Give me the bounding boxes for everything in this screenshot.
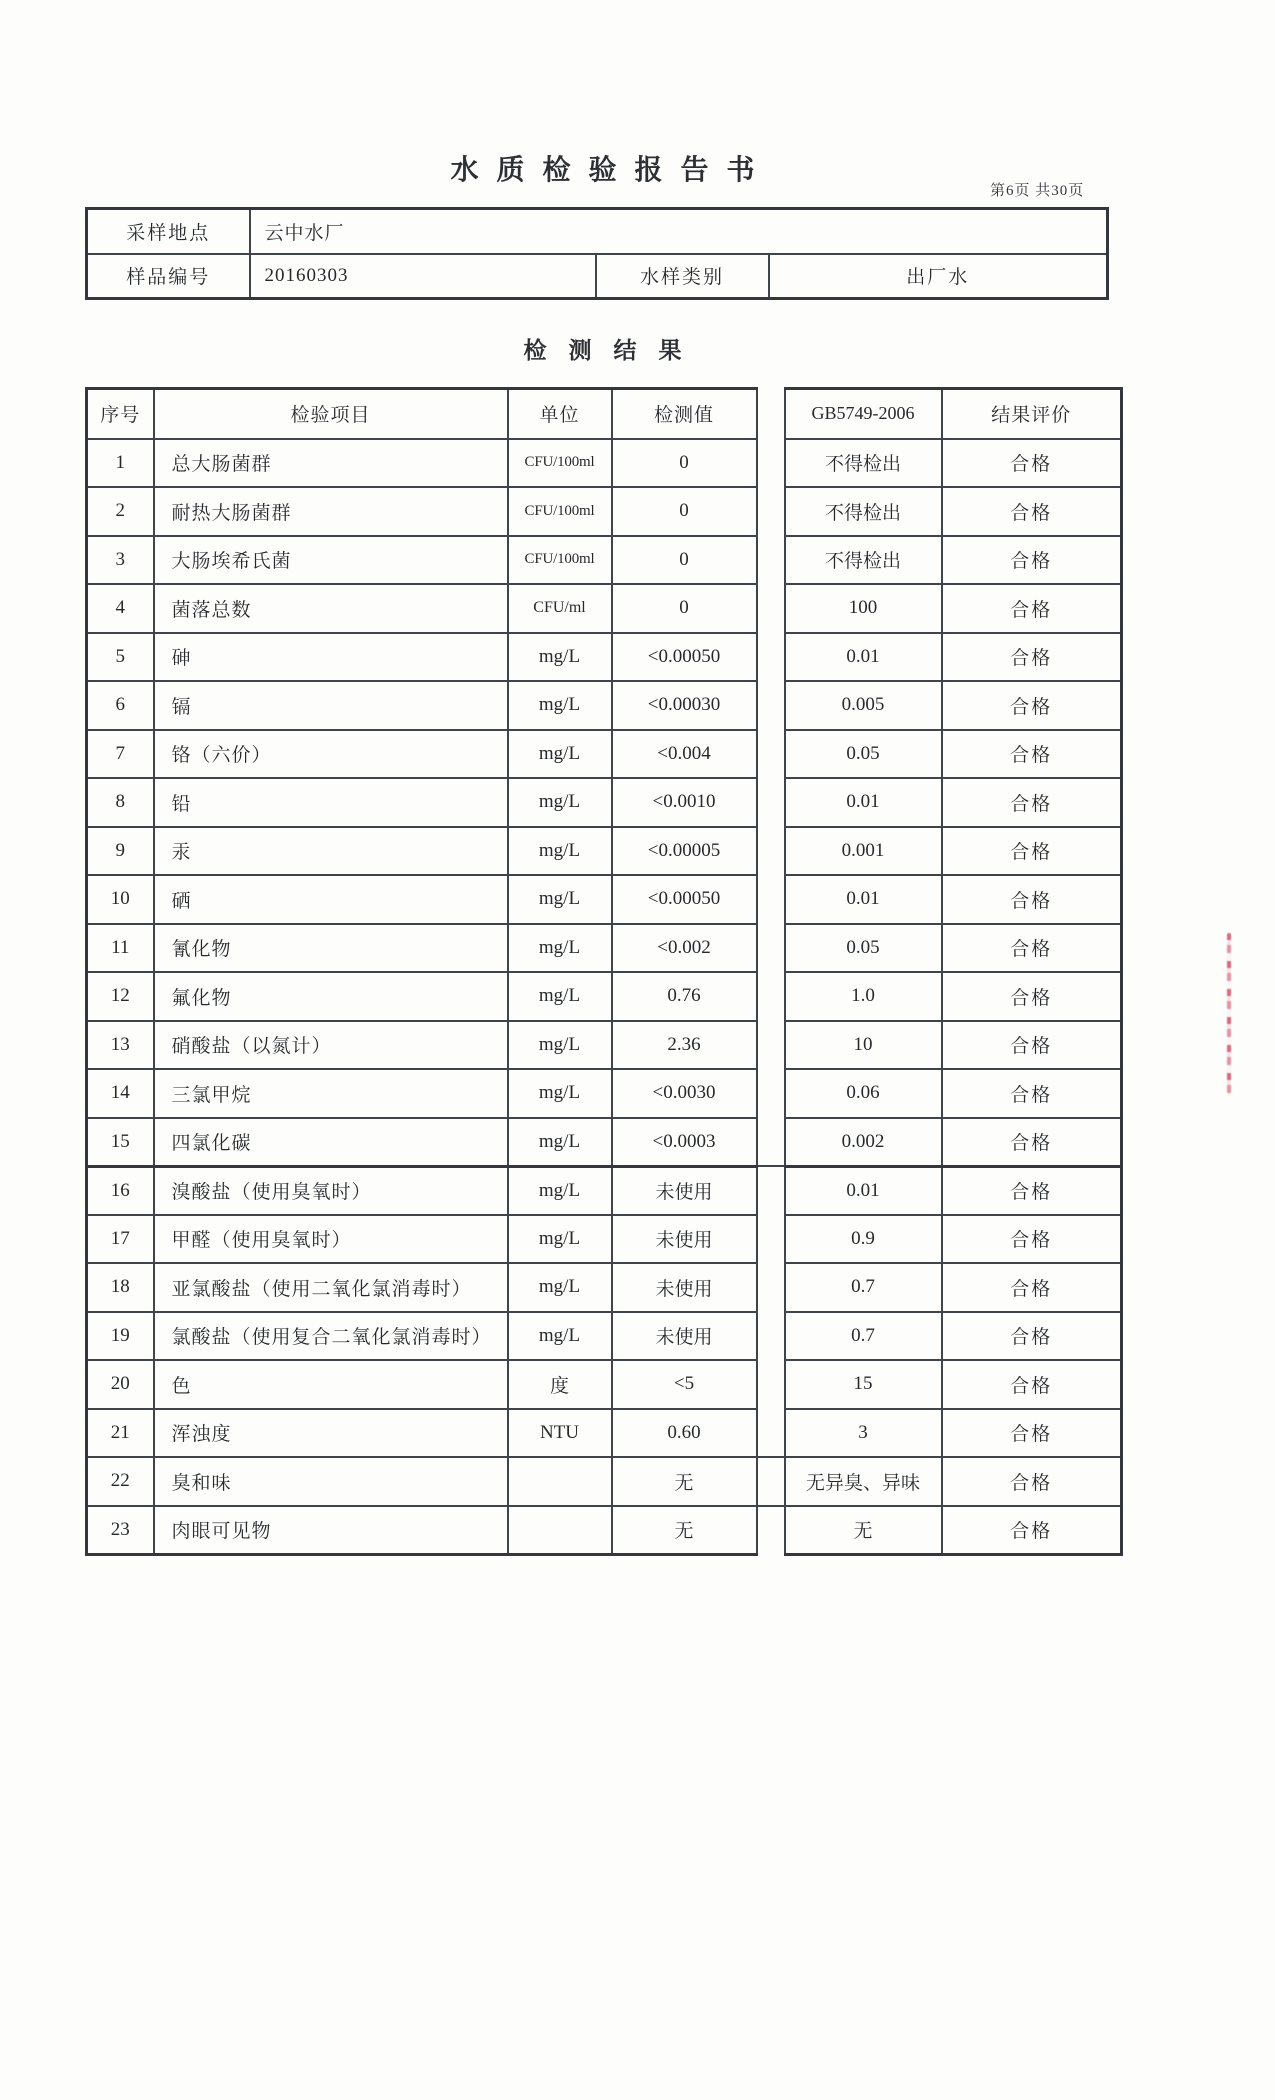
row-value-cell: <5: [612, 1360, 757, 1409]
row-unit-cell: mg/L: [508, 1166, 612, 1215]
table-gap: [757, 439, 785, 488]
table-row: [87, 875, 1122, 924]
row-evaluation-cell: 合格: [942, 681, 1122, 730]
row-value-cell: <0.00030: [612, 681, 757, 730]
row-standard-cell: 0.01: [785, 778, 942, 827]
row-unit-cell: mg/L: [508, 1021, 612, 1070]
row-serial-cell: 7: [87, 730, 154, 779]
row-serial-cell: 5: [87, 633, 154, 682]
col-header-no: 序号: [87, 389, 154, 439]
row-value-cell: <0.0030: [612, 1069, 757, 1118]
row-standard-cell: 不得检出: [785, 487, 942, 536]
col-header-item: 检验项目: [154, 389, 508, 439]
row-value-cell: <0.0003: [612, 1118, 757, 1167]
row-evaluation-cell: 合格: [942, 827, 1122, 876]
row-item-cell: 耐热大肠菌群: [154, 487, 508, 536]
table-gap: [757, 1021, 785, 1070]
row-unit-cell: [508, 1457, 612, 1506]
row-item-cell: 镉: [154, 681, 508, 730]
table-row: [87, 1506, 1122, 1555]
table-gap: [757, 1069, 785, 1118]
row-unit-cell: mg/L: [508, 1312, 612, 1361]
row-item-cell: 甲醛（使用臭氧时）: [154, 1215, 508, 1264]
row-unit-cell: CFU/100ml: [508, 439, 612, 488]
row-serial-cell: 21: [87, 1409, 154, 1458]
row-evaluation-cell: 合格: [942, 633, 1122, 682]
row-standard-cell: 0.7: [785, 1263, 942, 1312]
table-gap: [757, 875, 785, 924]
row-evaluation-cell: 合格: [942, 1118, 1122, 1167]
row-value-cell: 未使用: [612, 1215, 757, 1264]
row-item-cell: 氟化物: [154, 972, 508, 1021]
row-value-cell: 0.76: [612, 972, 757, 1021]
table-gap: [757, 681, 785, 730]
row-serial-cell: 17: [87, 1215, 154, 1264]
row-standard-cell: 0.06: [785, 1069, 942, 1118]
row-evaluation-cell: 合格: [942, 1360, 1122, 1409]
row-unit-cell: mg/L: [508, 778, 612, 827]
row-item-cell: 四氯化碳: [154, 1118, 508, 1167]
row-value-cell: <0.0010: [612, 778, 757, 827]
row-item-cell: 氯酸盐（使用复合二氧化氯消毒时）: [154, 1312, 508, 1361]
row-evaluation-cell: 合格: [942, 1263, 1122, 1312]
row-standard-cell: 0.01: [785, 875, 942, 924]
row-serial-cell: 8: [87, 778, 154, 827]
row-item-cell: 菌落总数: [154, 584, 508, 633]
row-standard-cell: 10: [785, 1021, 942, 1070]
row-evaluation-cell: 合格: [942, 1506, 1122, 1555]
row-unit-cell: NTU: [508, 1409, 612, 1458]
col-header-unit: 单位: [508, 389, 612, 439]
table-row: [87, 1118, 1122, 1167]
table-gap: [757, 972, 785, 1021]
row-item-cell: 硒: [154, 875, 508, 924]
table-row: [87, 1409, 1122, 1458]
sample-number-label: 样品编号: [87, 254, 250, 299]
table-gap: [757, 584, 785, 633]
table-gap: [757, 1312, 785, 1361]
results-table: [85, 387, 1123, 1556]
table-gap: [757, 487, 785, 536]
row-value-cell: 0: [612, 536, 757, 585]
row-serial-cell: 1: [87, 439, 154, 488]
row-item-cell: 铬（六价）: [154, 730, 508, 779]
row-unit-cell: mg/L: [508, 1215, 612, 1264]
col-header-evaluation: 结果评价: [942, 389, 1122, 439]
row-standard-cell: 3: [785, 1409, 942, 1458]
row-standard-cell: 无异臭、异味: [785, 1457, 942, 1506]
table-gap: [757, 924, 785, 973]
section-title: 检测结果: [523, 338, 704, 363]
row-standard-cell: 不得检出: [785, 536, 942, 585]
row-item-cell: 大肠埃希氏菌: [154, 536, 508, 585]
row-value-cell: 未使用: [612, 1312, 757, 1361]
row-evaluation-cell: 合格: [942, 1215, 1122, 1264]
row-standard-cell: 0.05: [785, 924, 942, 973]
table-row: [87, 924, 1122, 973]
row-standard-cell: 100: [785, 584, 942, 633]
table-gap: [757, 1506, 785, 1555]
row-evaluation-cell: 合格: [942, 1021, 1122, 1070]
row-item-cell: 汞: [154, 827, 508, 876]
table-gap: [757, 827, 785, 876]
row-value-cell: <0.004: [612, 730, 757, 779]
row-value-cell: 无: [612, 1457, 757, 1506]
row-value-cell: <0.002: [612, 924, 757, 973]
row-evaluation-cell: 合格: [942, 1069, 1122, 1118]
row-unit-cell: mg/L: [508, 1069, 612, 1118]
table-row: [87, 1215, 1122, 1264]
row-value-cell: 0: [612, 439, 757, 488]
row-serial-cell: 15: [87, 1118, 154, 1167]
table-gap: [757, 778, 785, 827]
row-standard-cell: 0.002: [785, 1118, 942, 1167]
table-gap: [757, 1263, 785, 1312]
row-serial-cell: 10: [87, 875, 154, 924]
row-item-cell: 肉眼可见物: [154, 1506, 508, 1555]
row-serial-cell: 12: [87, 972, 154, 1021]
row-standard-cell: 15: [785, 1360, 942, 1409]
table-gap: [757, 633, 785, 682]
sample-info-row: [87, 209, 1108, 254]
table-row: [87, 584, 1122, 633]
row-unit-cell: mg/L: [508, 827, 612, 876]
table-gap: [757, 536, 785, 585]
sample-info-row: [87, 254, 1108, 299]
row-serial-cell: 22: [87, 1457, 154, 1506]
row-evaluation-cell: 合格: [942, 1166, 1122, 1215]
row-serial-cell: 9: [87, 827, 154, 876]
row-standard-cell: 0.001: [785, 827, 942, 876]
col-header-value: 检测值: [612, 389, 757, 439]
row-item-cell: 砷: [154, 633, 508, 682]
row-unit-cell: mg/L: [508, 633, 612, 682]
row-evaluation-cell: 合格: [942, 972, 1122, 1021]
row-evaluation-cell: 合格: [942, 439, 1122, 488]
row-value-cell: 0: [612, 487, 757, 536]
table-gap: [757, 1215, 785, 1264]
row-serial-cell: 11: [87, 924, 154, 973]
row-standard-cell: 0.005: [785, 681, 942, 730]
row-item-cell: 硝酸盐（以氮计）: [154, 1021, 508, 1070]
table-gap: [757, 1457, 785, 1506]
water-type-value: 出厂水: [769, 254, 1108, 299]
sampling-site-value: 云中水厂: [250, 209, 1108, 254]
table-row: [87, 1312, 1122, 1361]
row-value-cell: <0.00050: [612, 633, 757, 682]
row-serial-cell: 20: [87, 1360, 154, 1409]
row-evaluation-cell: 合格: [942, 584, 1122, 633]
row-unit-cell: [508, 1506, 612, 1555]
row-evaluation-cell: 合格: [942, 1312, 1122, 1361]
table-row: [87, 439, 1122, 488]
table-row: [87, 972, 1122, 1021]
table-row: [87, 1069, 1122, 1118]
row-standard-cell: 1.0: [785, 972, 942, 1021]
row-evaluation-cell: 合格: [942, 875, 1122, 924]
row-unit-cell: CFU/100ml: [508, 487, 612, 536]
row-value-cell: <0.00005: [612, 827, 757, 876]
row-serial-cell: 3: [87, 536, 154, 585]
row-evaluation-cell: 合格: [942, 1409, 1122, 1458]
water-type-label: 水样类别: [596, 254, 769, 299]
table-gap: [757, 1166, 785, 1215]
row-value-cell: 2.36: [612, 1021, 757, 1070]
row-standard-cell: 0.05: [785, 730, 942, 779]
row-serial-cell: 14: [87, 1069, 154, 1118]
row-evaluation-cell: 合格: [942, 1457, 1122, 1506]
row-standard-cell: 不得检出: [785, 439, 942, 488]
table-row: [87, 1360, 1122, 1409]
row-item-cell: 三氯甲烷: [154, 1069, 508, 1118]
scan-artifact-red-mark: [1227, 933, 1231, 1096]
row-standard-cell: 0.9: [785, 1215, 942, 1264]
table-row: [87, 778, 1122, 827]
sample-info-table: [85, 207, 1109, 300]
row-item-cell: 臭和味: [154, 1457, 508, 1506]
sampling-site-label: 采样地点: [87, 209, 250, 254]
row-serial-cell: 19: [87, 1312, 154, 1361]
row-serial-cell: 2: [87, 487, 154, 536]
page-number-label: 第6页 共30页: [990, 183, 1085, 199]
table-row: [87, 827, 1122, 876]
row-unit-cell: mg/L: [508, 681, 612, 730]
row-serial-cell: 6: [87, 681, 154, 730]
table-gap: [757, 1360, 785, 1409]
table-row: [87, 1021, 1122, 1070]
row-item-cell: 浑浊度: [154, 1409, 508, 1458]
row-unit-cell: mg/L: [508, 972, 612, 1021]
table-row: [87, 1166, 1122, 1215]
table-row: [87, 633, 1122, 682]
row-value-cell: <0.00050: [612, 875, 757, 924]
table-gap: [757, 389, 785, 439]
row-value-cell: 无: [612, 1506, 757, 1555]
row-evaluation-cell: 合格: [942, 924, 1122, 973]
row-unit-cell: CFU/ml: [508, 584, 612, 633]
row-unit-cell: mg/L: [508, 1263, 612, 1312]
row-serial-cell: 16: [87, 1166, 154, 1215]
row-item-cell: 亚氯酸盐（使用二氧化氯消毒时）: [154, 1263, 508, 1312]
row-evaluation-cell: 合格: [942, 487, 1122, 536]
row-item-cell: 铅: [154, 778, 508, 827]
table-row: [87, 487, 1122, 536]
row-evaluation-cell: 合格: [942, 536, 1122, 585]
table-gap: [757, 1409, 785, 1458]
table-row: [87, 1263, 1122, 1312]
row-item-cell: 总大肠菌群: [154, 439, 508, 488]
row-unit-cell: 度: [508, 1360, 612, 1409]
row-standard-cell: 0.01: [785, 1166, 942, 1215]
row-value-cell: 0.60: [612, 1409, 757, 1458]
table-row: [87, 1457, 1122, 1506]
row-item-cell: 溴酸盐（使用臭氧时）: [154, 1166, 508, 1215]
row-unit-cell: mg/L: [508, 875, 612, 924]
page-title: 水质检验报告书: [450, 155, 773, 186]
row-evaluation-cell: 合格: [942, 778, 1122, 827]
row-serial-cell: 13: [87, 1021, 154, 1070]
row-value-cell: 未使用: [612, 1166, 757, 1215]
row-unit-cell: mg/L: [508, 924, 612, 973]
row-serial-cell: 23: [87, 1506, 154, 1555]
row-standard-cell: 无: [785, 1506, 942, 1555]
table-row: [87, 536, 1122, 585]
table-gap: [757, 730, 785, 779]
row-unit-cell: mg/L: [508, 730, 612, 779]
row-unit-cell: mg/L: [508, 1118, 612, 1167]
row-value-cell: 未使用: [612, 1263, 757, 1312]
row-value-cell: 0: [612, 584, 757, 633]
row-unit-cell: CFU/100ml: [508, 536, 612, 585]
row-evaluation-cell: 合格: [942, 730, 1122, 779]
row-serial-cell: 18: [87, 1263, 154, 1312]
table-gap: [757, 1118, 785, 1167]
col-header-standard: GB5749-2006: [785, 389, 942, 439]
row-serial-cell: 4: [87, 584, 154, 633]
row-item-cell: 色: [154, 1360, 508, 1409]
table-row: [87, 730, 1122, 779]
row-standard-cell: 0.01: [785, 633, 942, 682]
sample-number-value: 20160303: [250, 254, 596, 299]
row-item-cell: 氰化物: [154, 924, 508, 973]
table-row: [87, 681, 1122, 730]
row-standard-cell: 0.7: [785, 1312, 942, 1361]
results-header-row: [87, 389, 1122, 439]
